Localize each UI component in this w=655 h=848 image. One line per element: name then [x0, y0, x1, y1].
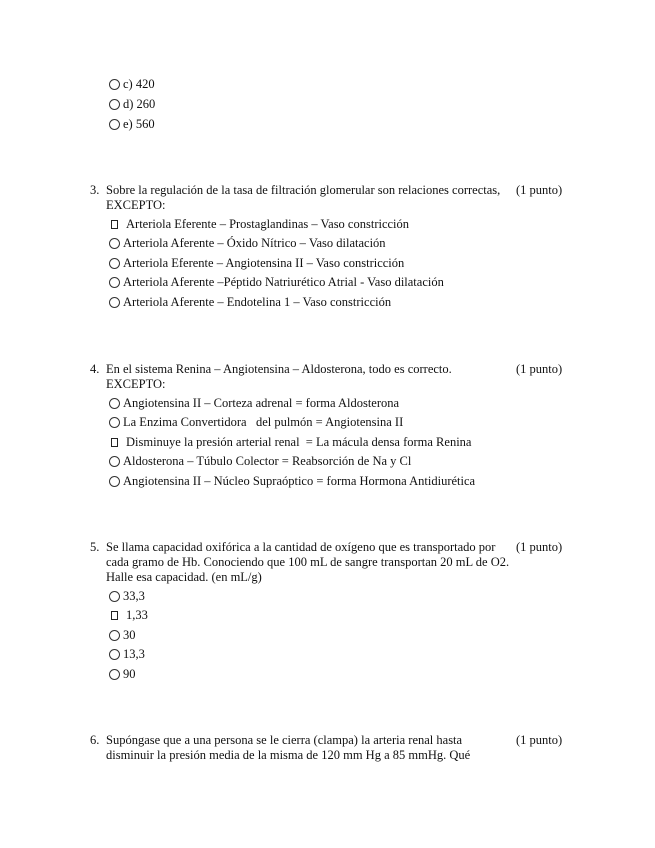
question-4-number: 4. [90, 362, 100, 376]
option-q5-b[interactable] [109, 607, 148, 623]
option-label: Angiotensina II – Núcleo Supraóptico = forma Hormona Antidiurética [123, 474, 476, 488]
option-q5-c[interactable] [109, 627, 136, 643]
option-label: Arteriola Aferente –Péptido Natriurético Atrial - Vaso dilatación [123, 275, 444, 289]
option-q3-d[interactable] [109, 274, 444, 290]
radio-button[interactable] [109, 119, 120, 130]
radio-button[interactable] [109, 258, 120, 269]
question-5-text: Se llama capacidad oxifórica a la cantidad de oxígeno que es transportado por cada gramo de Hb. Conociendo que 100 mL de sangre transportan 20 mL de O2. Halle esa capacidad. (en mL/g) [106, 540, 510, 584]
radio-button[interactable] [109, 649, 120, 660]
option-label: 1,33 [126, 608, 148, 622]
question-6-text: Supóngase que a una persona se le cierra (clampa) la arteria renal hasta disminuir la presión media de la misma de 120 mm Hg a 85 mmHg. Qué [106, 733, 471, 762]
option-label: Arteriola Aferente – Óxido Nítrico – Vaso dilatación [123, 236, 386, 250]
option-label: Arteriola Eferente – Angiotensina II – Vaso constricción [123, 256, 405, 270]
option-prev-e[interactable] [109, 116, 155, 132]
option-label: e) 560 [123, 117, 155, 131]
radio-button[interactable] [109, 79, 120, 90]
option-q5-a[interactable] [109, 588, 145, 604]
option-q4-a[interactable] [109, 395, 399, 411]
radio-button[interactable] [109, 277, 120, 288]
option-prev-d[interactable] [109, 96, 155, 112]
option-q3-c[interactable] [109, 255, 404, 271]
checkbox[interactable] [111, 611, 118, 620]
radio-button[interactable] [109, 630, 120, 641]
question-6-number: 6. [90, 733, 100, 747]
option-q4-d[interactable] [109, 453, 411, 469]
radio-button[interactable] [109, 398, 120, 409]
option-q5-e[interactable] [109, 666, 136, 682]
question-4-text: En el sistema Renina – Angiotensina – Aldosterona, todo es correcto. EXCEPTO: [106, 362, 452, 391]
option-q4-e[interactable] [109, 473, 475, 489]
option-label: Arteriola Eferente – Prostaglandinas – Vaso constricción [126, 217, 410, 231]
option-label: 30 [123, 628, 136, 642]
radio-button[interactable] [109, 476, 120, 487]
option-prev-c[interactable] [109, 76, 155, 92]
radio-button[interactable] [109, 238, 120, 249]
option-q3-e[interactable] [109, 294, 391, 310]
option-label: 90 [123, 667, 136, 681]
question-4-points: (1 punto) [516, 362, 563, 376]
checkbox[interactable] [111, 220, 118, 229]
option-label: 13,3 [123, 647, 145, 661]
question-5-points: (1 punto) [516, 540, 563, 554]
question-6-points: (1 punto) [516, 733, 563, 747]
option-q4-c[interactable] [109, 434, 471, 450]
option-q5-d[interactable] [109, 646, 145, 662]
question-3-points: (1 punto) [516, 183, 563, 197]
radio-button[interactable] [109, 669, 120, 680]
option-label: c) 420 [123, 77, 155, 91]
radio-button[interactable] [109, 297, 120, 308]
question-3-text: Sobre la regulación de la tasa de filtración glomerular son relaciones correctas, EXCEPTO: [106, 183, 501, 212]
option-label: La Enzima Convertidora del pulmón = Angiotensina II [123, 415, 404, 429]
checkbox[interactable] [111, 438, 118, 447]
radio-button[interactable] [109, 99, 120, 110]
option-label: d) 260 [123, 97, 156, 111]
radio-button[interactable] [109, 591, 120, 602]
question-5-number: 5. [90, 540, 100, 554]
question-3-number: 3. [90, 183, 100, 197]
option-q3-b[interactable] [109, 235, 386, 251]
option-label: Disminuye la presión arterial renal = La mácula densa forma Renina [126, 435, 472, 449]
radio-button[interactable] [109, 456, 120, 467]
option-label: Aldosterona – Túbulo Colector = Reabsorción de Na y Cl [123, 454, 412, 468]
option-label: Arteriola Aferente – Endotelina 1 – Vaso constricción [123, 295, 392, 309]
option-q4-b[interactable] [109, 414, 403, 430]
option-label: 33,3 [123, 589, 145, 603]
option-q3-a[interactable] [109, 216, 409, 232]
option-label: Angiotensina II – Corteza adrenal = forma Aldosterona [123, 396, 400, 410]
radio-button[interactable] [109, 417, 120, 428]
